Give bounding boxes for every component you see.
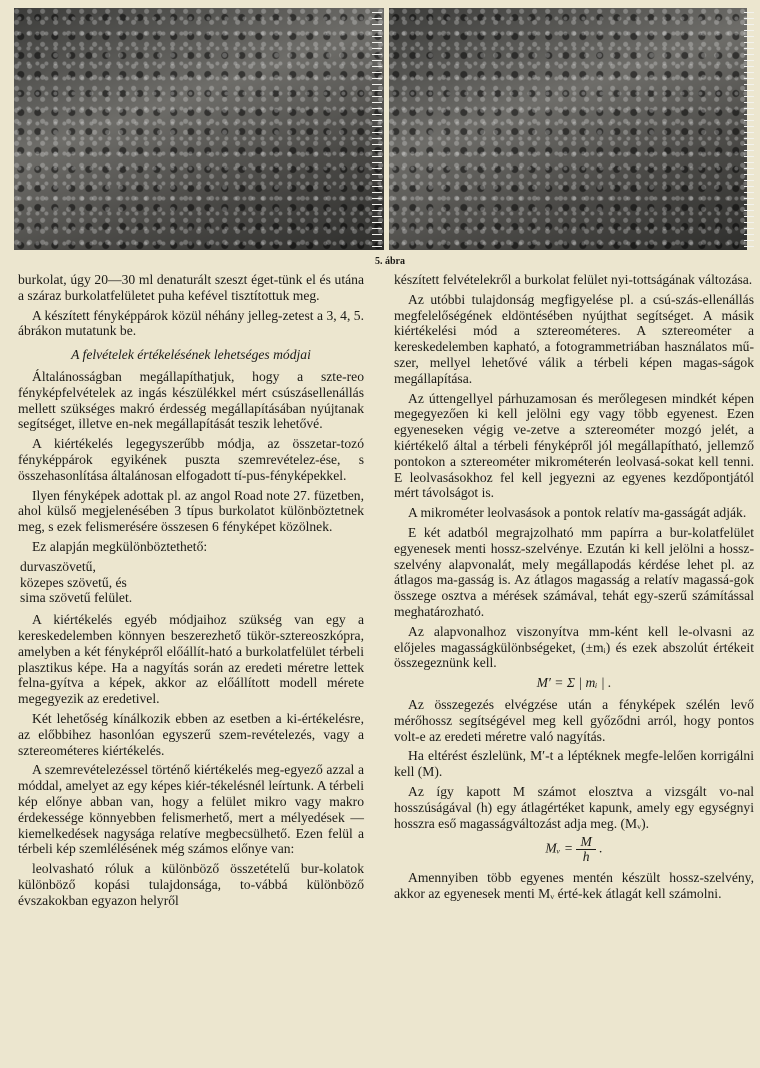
paragraph: A kiértékelés legegyszerűbb módja, az összetar-tozó fényképpárok egyikének puszta szemrevételez-ése, s összehasonlítása általánosan elfogadott tí-pus-fényképekkel. xyxy=(18,436,364,483)
stereo-photo-right xyxy=(389,8,747,250)
fraction xyxy=(576,835,595,864)
measuring-scale-right xyxy=(744,12,754,248)
formula-lhs: Mᵥ = xyxy=(545,840,574,856)
paragraph: A szemrevételezéssel történő kiértékelés meg-egyező azzal a móddal, amelyet az egy képes kiér-tékelésnél leírtunk. A térbeli kép előnye abban van, hogy a felület mikro vagy makro érdekessége könnyebben felismerhető, mert a mélyedések — kiemelkedések nagysága relatíve megbecsülhető. Ezen felül a térbeli kép szemlélésének még számos előnye van: xyxy=(18,762,364,857)
list-item: sima szövetű felület. xyxy=(20,590,133,606)
paragraph: Az összegezés elvégzése után a fényképek szélén levő mérőhossz segítségével meg kell győződni arról, hogy pontos volt-e az eredeti méretre való nagyítás. xyxy=(394,696,754,744)
texture-list xyxy=(18,559,364,606)
paragraph: A mikrométer leolvasások a pontok relatív ma-gasságát adják. xyxy=(408,505,747,521)
figure-caption: 5. ábra xyxy=(375,256,405,267)
figure-5 xyxy=(0,0,760,270)
paragraph: Az így kapott M számot elosztva a vizsgált vo-nal hosszúságával (h) egy átlagértéket kapunk, amely egy egységnyi hosszra eső magasságváltozást adja meg. (Mᵥ). xyxy=(394,783,754,831)
right-column xyxy=(394,272,754,906)
paragraph: burkolat, úgy 20—30 ml denaturált szeszt éget-tünk el és utána a száraz burkolatfelületet puha kefével tisztítottuk meg. xyxy=(18,272,364,303)
paragraph: készített felvételekről a burkolat felület nyi-tottságának változása. xyxy=(394,272,753,287)
paragraph: E két adatból megrajzolható mm papírra a bur-kolatfelület egyenesek menti hossz-szelvénye. Ezután ki kell jelölni a hossz-szelvény alapvonalát, mely megállapodás kérdése lehet pl. az átlagos ma-gasság is. Az átlagos magasság a relatív magassá-gok összege osztva a mérések számával, tehát egy-szerű számítással meghatározható. xyxy=(394,524,754,619)
paragraph: Az úttengellyel párhuzamosan és merőlegesen mindkét képen megegyezően ki kell jelölni egy vagy több egyenest. Ezen egyeneseken végig ve-zetve a sztereométer mozgó jelét, a kiértékelő által a térbeli fényképről jól megállapítható, jellemző pontokon a sztereométer mikrométerén leolvasá-sokat kell tenni. E leolvasásokhoz fel kell jegyezni az egyenes kezdőpontjától mért távolságot is. xyxy=(394,390,754,501)
section-heading: A felvételek értékelésének lehetséges módjai xyxy=(71,347,311,363)
fraction-denominator: h xyxy=(582,849,590,865)
paragraph: A kiértékelés egyéb módjaihoz szükség van egy a kereskedelemben könnyen beszerezhető tükör-sztereoszkópra, amelyben a két fényképről előállít-ható a burkolatfelület térbeli plasztikus képe. Ha a nagyítás során az eredeti méretre lettek felna-gyítva a képek, akkor az előállított modell mérete megegyezik az eredetivel. xyxy=(18,612,364,707)
paragraph: Amennyiben több egyenes mentén készült hossz-szelvény, akkor az egyenesek menti Mᵥ érté-kek átlagát kell számolni. xyxy=(394,870,754,902)
paragraph: leolvasható róluk a különböző összetételű bur-kolatok különböző kopási tulajdonsága, to-vábbá különböző évszakokban egyazon helyről xyxy=(18,861,364,908)
formula-ratio xyxy=(394,835,754,864)
paragraph: Ez alapján megkülönböztethető: xyxy=(32,538,208,554)
measuring-scale-left xyxy=(372,12,382,248)
formula-end: . xyxy=(599,840,603,856)
paragraph: Ha eltérést észlelünk, M′-t a léptéknek megfe-lelően korrigálni kell (M). xyxy=(394,748,754,780)
list-item: durvaszövetű, xyxy=(20,558,96,574)
formula-sum: M′ = Σ | mᵢ | . xyxy=(536,675,612,691)
left-column xyxy=(18,272,364,912)
paragraph: Ilyen fényképek adottak pl. az angol Road note 27. füzetben, ahol külső megjelenésében 3 típus burkolatot különböztetnek meg, s ezek felismerésére összesen 6 fényképet közölnek. xyxy=(18,487,364,535)
stereo-photo-left xyxy=(14,8,384,250)
list-item: közepes szövetű, és xyxy=(20,574,127,590)
fraction-numerator: M xyxy=(576,835,595,850)
paragraph: Két lehetőség kínálkozik ebben az esetben a ki-értékelésre, az előbbihez hasonlóan egyszerű szem-revételezés, vagy a sztereométeres kiértékelés. xyxy=(18,710,364,758)
paragraph: Általánosságban megállapíthatjuk, hogy a szte-reo fényképfelvételek az ingás készülékkel mért csúszásellenállás mellett szükséges makró érdesség megállapításában nyújtanak segítséget, illetve en-nek megállapítását teszik lehetővé. xyxy=(18,368,364,432)
paragraph: Az utóbbi tulajdonság megfigyelése pl. a csú-szás-ellenállás megfelelőségének eldöntésében nyújthat segítséget. A másik kiértékelési mód a sztereométeres. A sztereométer a kereskedelemben kapható, a fotogrammetriában használatos mű-szer, mellyel lehetővé válik a térbeli képen magas-ságok megállapítása. xyxy=(394,291,754,386)
paragraph: A készített fényképpárok közül néhány jelleg-zetest a 3, 4, 5. ábrákon mutatunk be. xyxy=(18,307,364,339)
paragraph: Az alapvonalhoz viszonyítva mm-ként kell le-olvasni az előjeles magasságkülönbségeket, (±mᵢ) és ezek abszolút értékeit összegeznünk kell. xyxy=(394,623,754,671)
